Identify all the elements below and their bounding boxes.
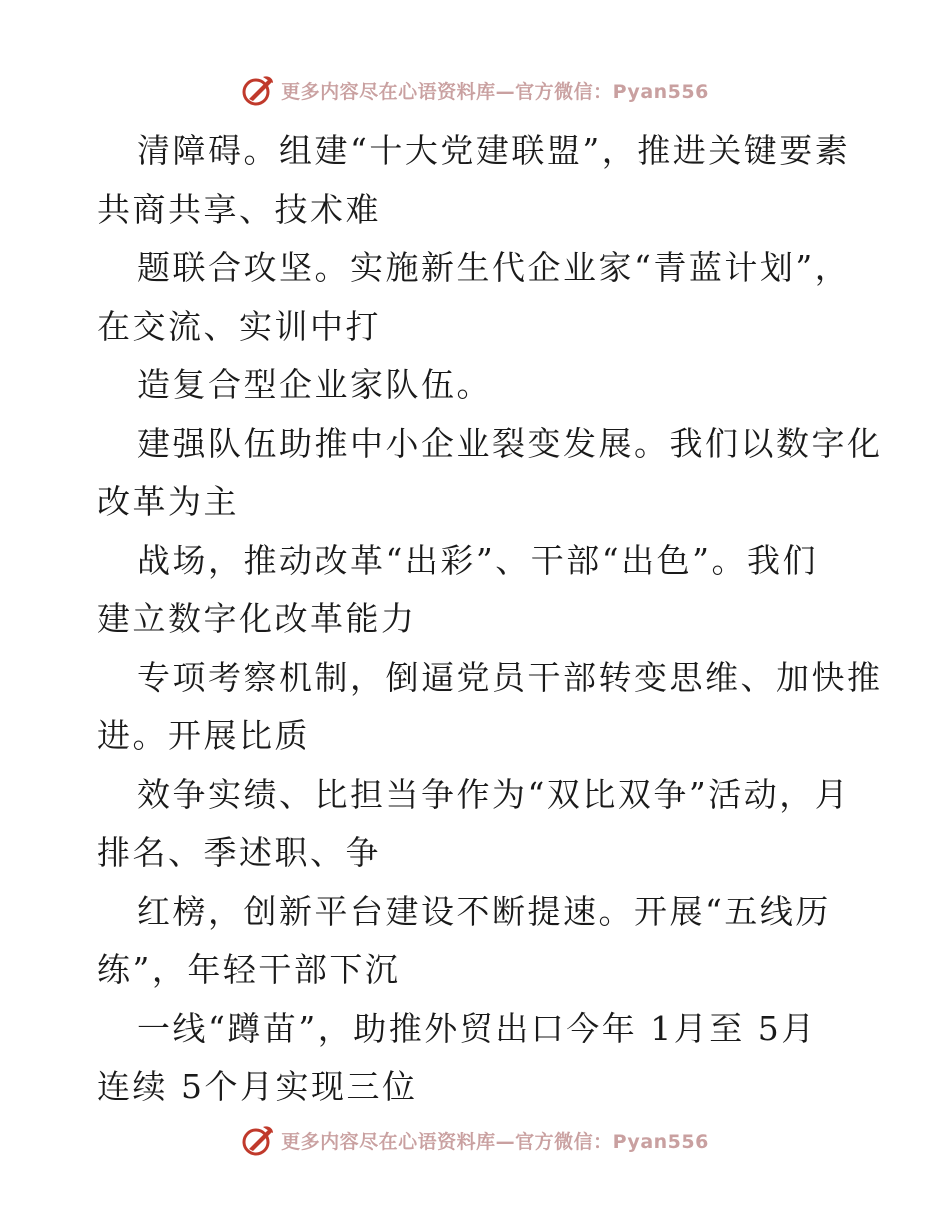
text-line: 题联合攻坚。实施新生代企业家“青蓝计划”， [137, 248, 851, 287]
document-body [97, 122, 883, 1117]
text-line: 排名、季述职、争 [97, 833, 381, 872]
text-line: 红榜，创新平台建设不断提速。开展“五线历 [137, 891, 831, 931]
text-line: 造复合型企业家队伍。 [137, 365, 492, 404]
text-line: 进。开展比质 [97, 716, 310, 755]
text-line: 建强队伍助推中小企业裂变发展。我们以数字化 [137, 423, 883, 463]
watermark-text: 更多内容尽在心语资料库—官方微信：Pyan556 [281, 1130, 709, 1153]
text-line: 战场，推动改革“出彩”、干部“出色”。我们 [137, 540, 818, 580]
quill-logo-icon [241, 73, 275, 107]
text-line: 改革为主 [97, 482, 239, 521]
text-line: 练”，年轻干部下沉 [97, 950, 401, 989]
text-line: 效争实绩、比担当争作为“双比双争”活动，月 [137, 774, 851, 814]
watermark-text: 更多内容尽在心语资料库—官方微信：Pyan556 [281, 80, 709, 103]
text-line: 连续 5个月实现三位 [97, 1067, 418, 1106]
header-watermark [0, 70, 950, 110]
text-line: 共商共享、技术难 [97, 189, 381, 229]
footer-watermark [0, 1120, 950, 1160]
text-line: 一线“蹲苗”，助推外贸出口今年 1月至 5月 [137, 1008, 817, 1048]
quill-logo-icon [241, 1123, 275, 1157]
text-line: 在交流、实训中打 [97, 306, 381, 346]
text-line: 清障碍。组建“十大党建联盟”，推进关键要素 [137, 131, 851, 170]
text-line: 建立数字化改革能力 [97, 599, 417, 638]
text-line: 专项考察机制，倒逼党员干部转变思维、加快推 [137, 657, 883, 697]
